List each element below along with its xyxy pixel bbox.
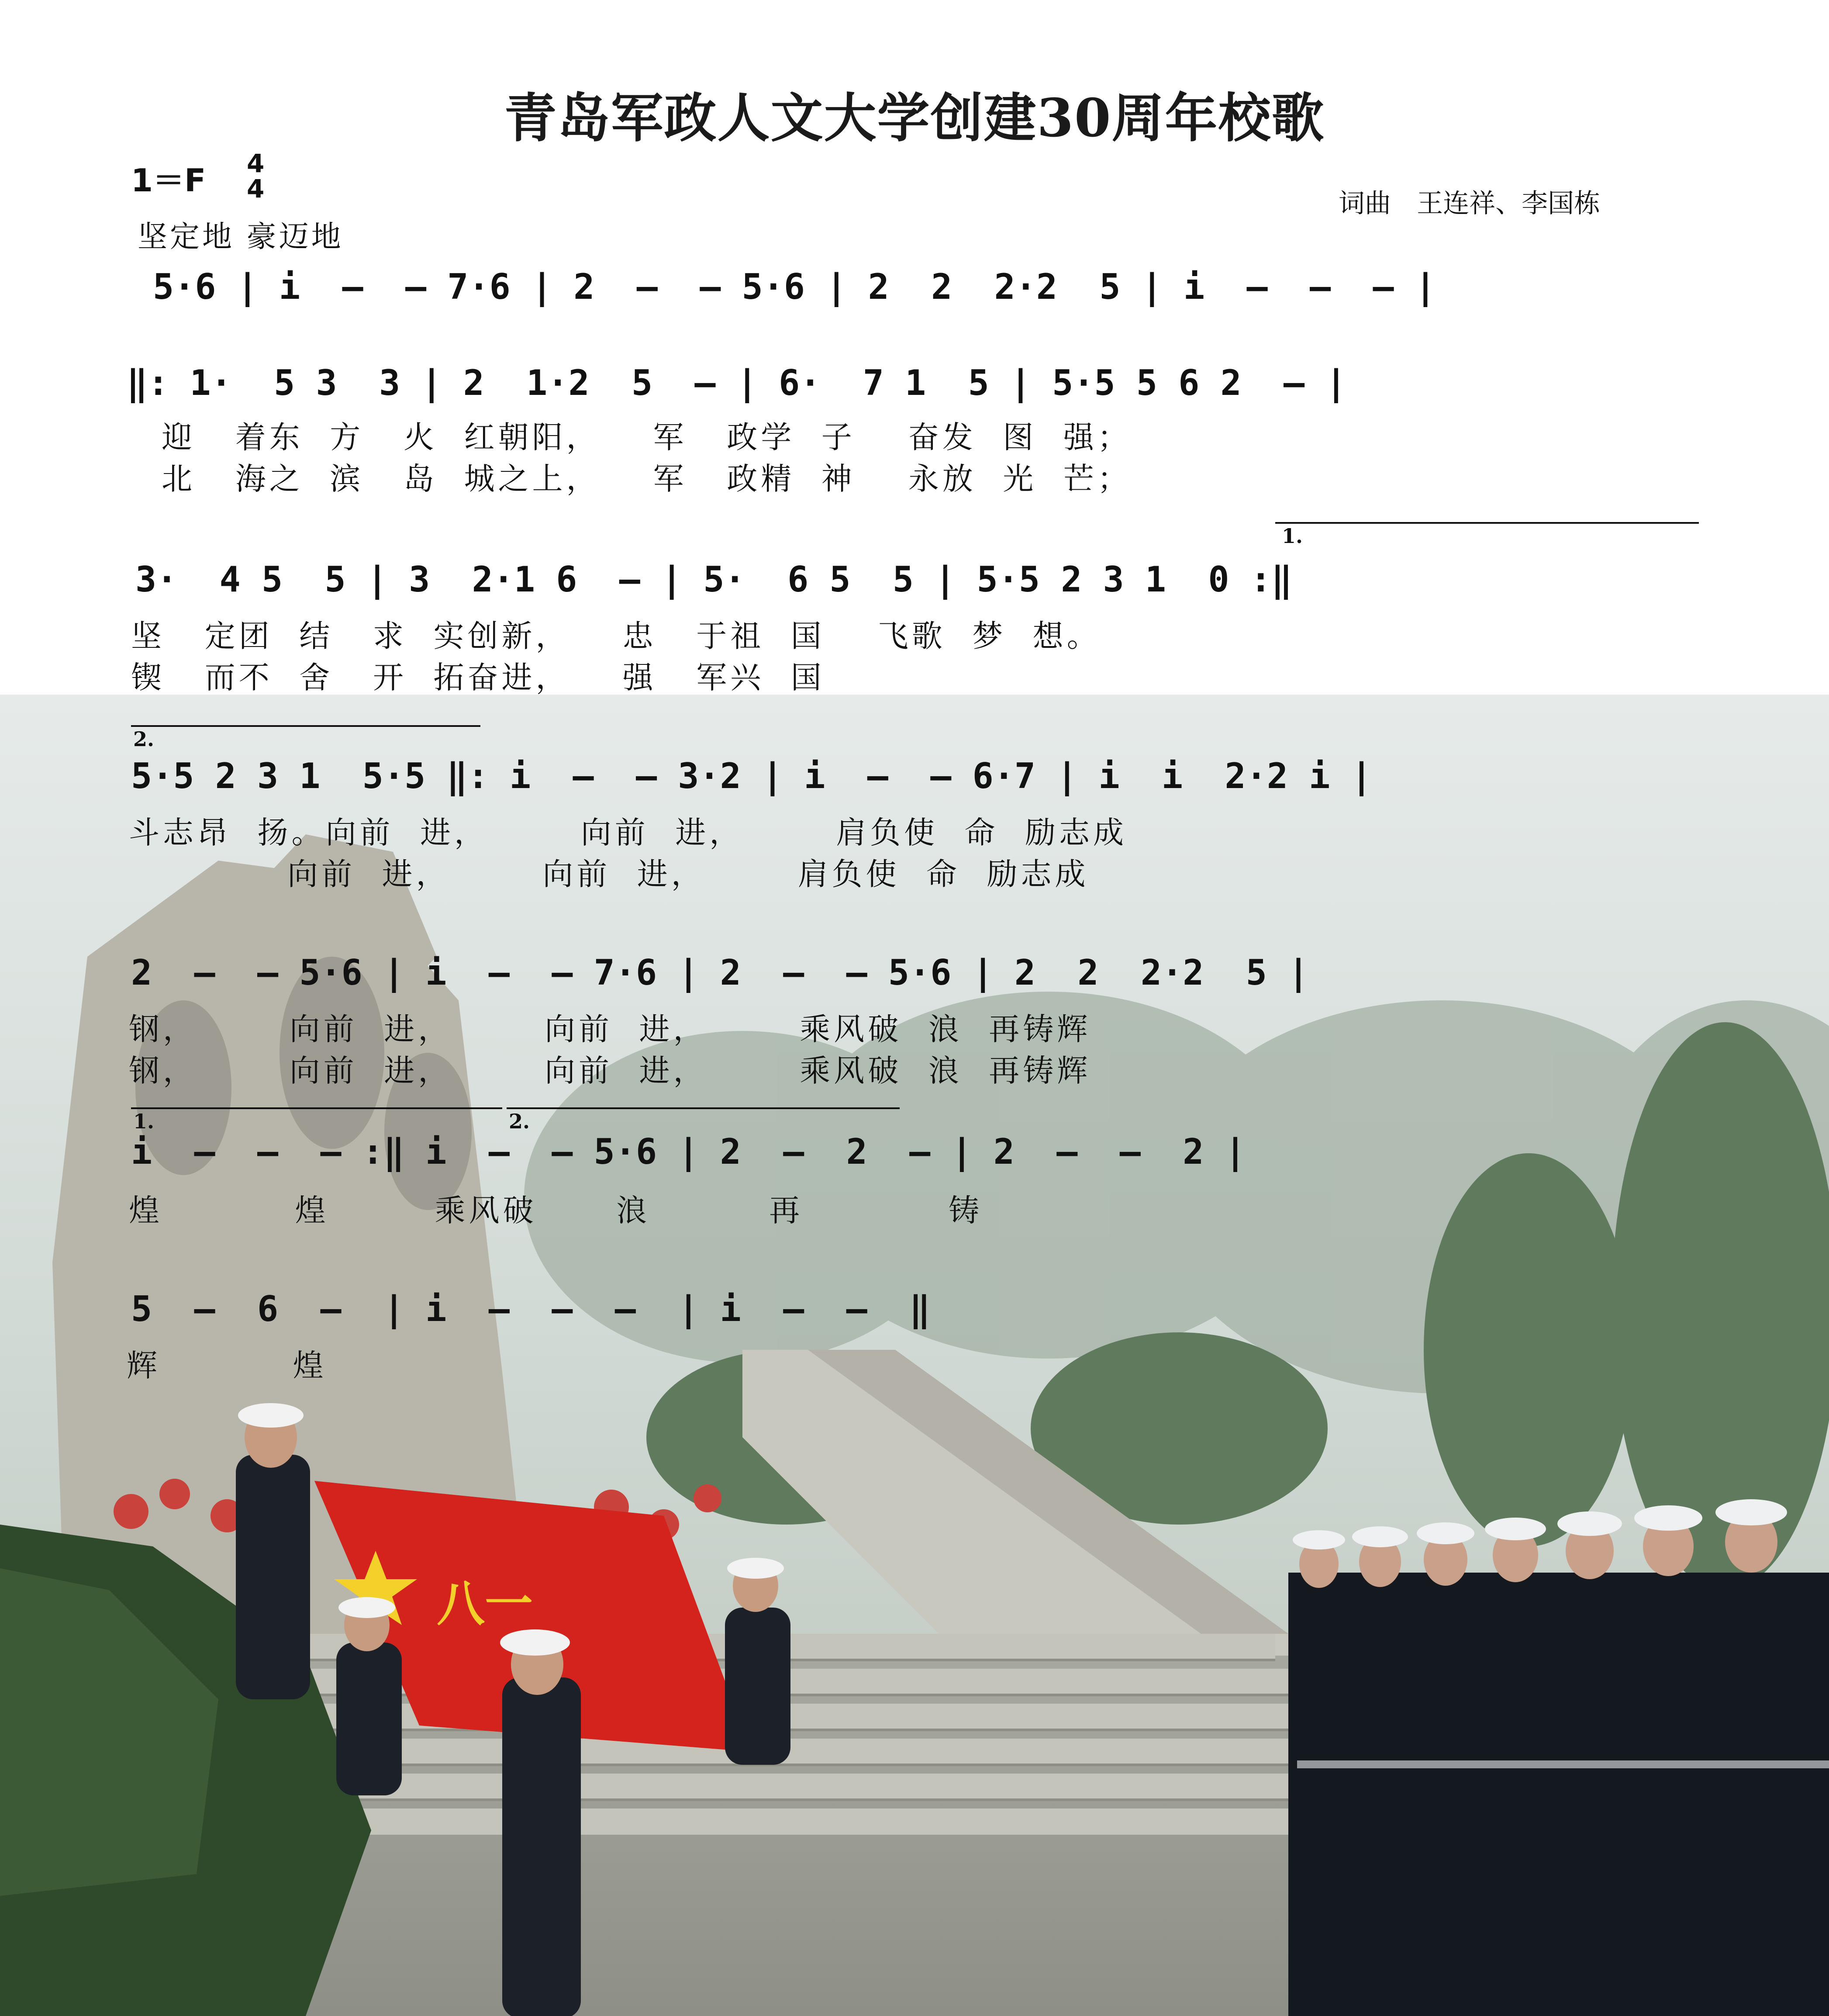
- lyric-line-2-verse-2: 北 海之 滨 岛 城之上， 军 政精 神 永放 光 芒；: [162, 461, 1132, 497]
- time-signature-top: 4: [247, 149, 265, 178]
- repeat-second-ending-label: 2.: [509, 1110, 530, 1133]
- lyric-line-7: 辉 煌: [127, 1348, 327, 1383]
- lyric-line-3-verse-2: 锲 而不 舍 开 拓奋进， 强 军兴 国: [131, 660, 825, 695]
- second-ending-bracket: [131, 725, 480, 727]
- song-title: 青岛军政人文大学创建30周年校歌: [504, 87, 1325, 149]
- first-ending-label: 1.: [1282, 524, 1303, 548]
- svg-text:八一: 八一: [437, 1576, 533, 1632]
- music-line-3: 3· 4 5 5 | 3 2·1 6 – | 5· 6 5 5 | 5·5 2 3 1 0 :‖: [135, 559, 1293, 600]
- lyric-line-5-verse-1: 钢， 向前 进， 向前 进， 乘风破 浪 再铸辉: [129, 1011, 1091, 1047]
- time-signature-bottom: 4: [247, 174, 265, 204]
- lyric-line-2-verse-1: 迎 着东 方 火 红朝阳， 军 政学 子 奋发 图 强；: [162, 419, 1132, 455]
- key-signature: 1＝F: [131, 162, 206, 199]
- music-line-6: i – – – :‖ i – – 5·6 | 2 – 2 – | 2 – – 2 |: [131, 1131, 1246, 1172]
- first-ending-bracket: [1275, 522, 1699, 524]
- music-line-7: 5 – 6 – | i – – – | i – – ‖: [131, 1289, 931, 1329]
- lyric-line-4-verse-1: 斗志昂 扬。向前 进， 向前 进， 肩负使 命 励志成: [129, 815, 1128, 851]
- lyric-line-6: 煌 煌 乘风破 浪 再 铸: [129, 1193, 983, 1228]
- credit-line: 词曲 王连祥、李国栋: [1339, 188, 1601, 219]
- music-line-5: 2 – – 5·6 | i – – 7·6 | 2 – – 5·6 | 2 2 2·2 5 |: [131, 952, 1309, 993]
- lyric-line-4-verse-2: 向前 进， 向前 进， 肩负使 命 励志成: [129, 856, 1089, 892]
- music-line-4: 5·5 2 3 1 5·5 ‖: i – – 3·2 | i – – 6·7 | i i 2·2 i |: [131, 756, 1372, 796]
- second-ending-label: 2.: [133, 727, 155, 751]
- repeat-first-ending-label: 1.: [133, 1110, 155, 1133]
- music-line-2: ‖: 1· 5 3 3 | 2 1·2 5 – | 6· 7 1 5 | 5·5 5 6 2 – |: [127, 363, 1347, 403]
- repeat-second-ending-bracket: [507, 1107, 900, 1109]
- music-line-1: 5·6 | i – – 7·6 | 2 – – 5·6 | 2 2 2·2 5 | i – – – |: [153, 266, 1436, 307]
- tempo-marking: 坚定地 豪迈地: [138, 220, 344, 254]
- time-signature: [247, 149, 265, 204]
- lyric-line-5-verse-2: 钢， 向前 进， 向前 进， 乘风破 浪 再铸辉: [129, 1053, 1091, 1089]
- repeat-first-ending-bracket: [131, 1107, 502, 1109]
- lyric-line-3-verse-1: 坚 定团 结 求 实创新， 忠 于祖 国 飞歌 梦 想。: [131, 618, 1101, 654]
